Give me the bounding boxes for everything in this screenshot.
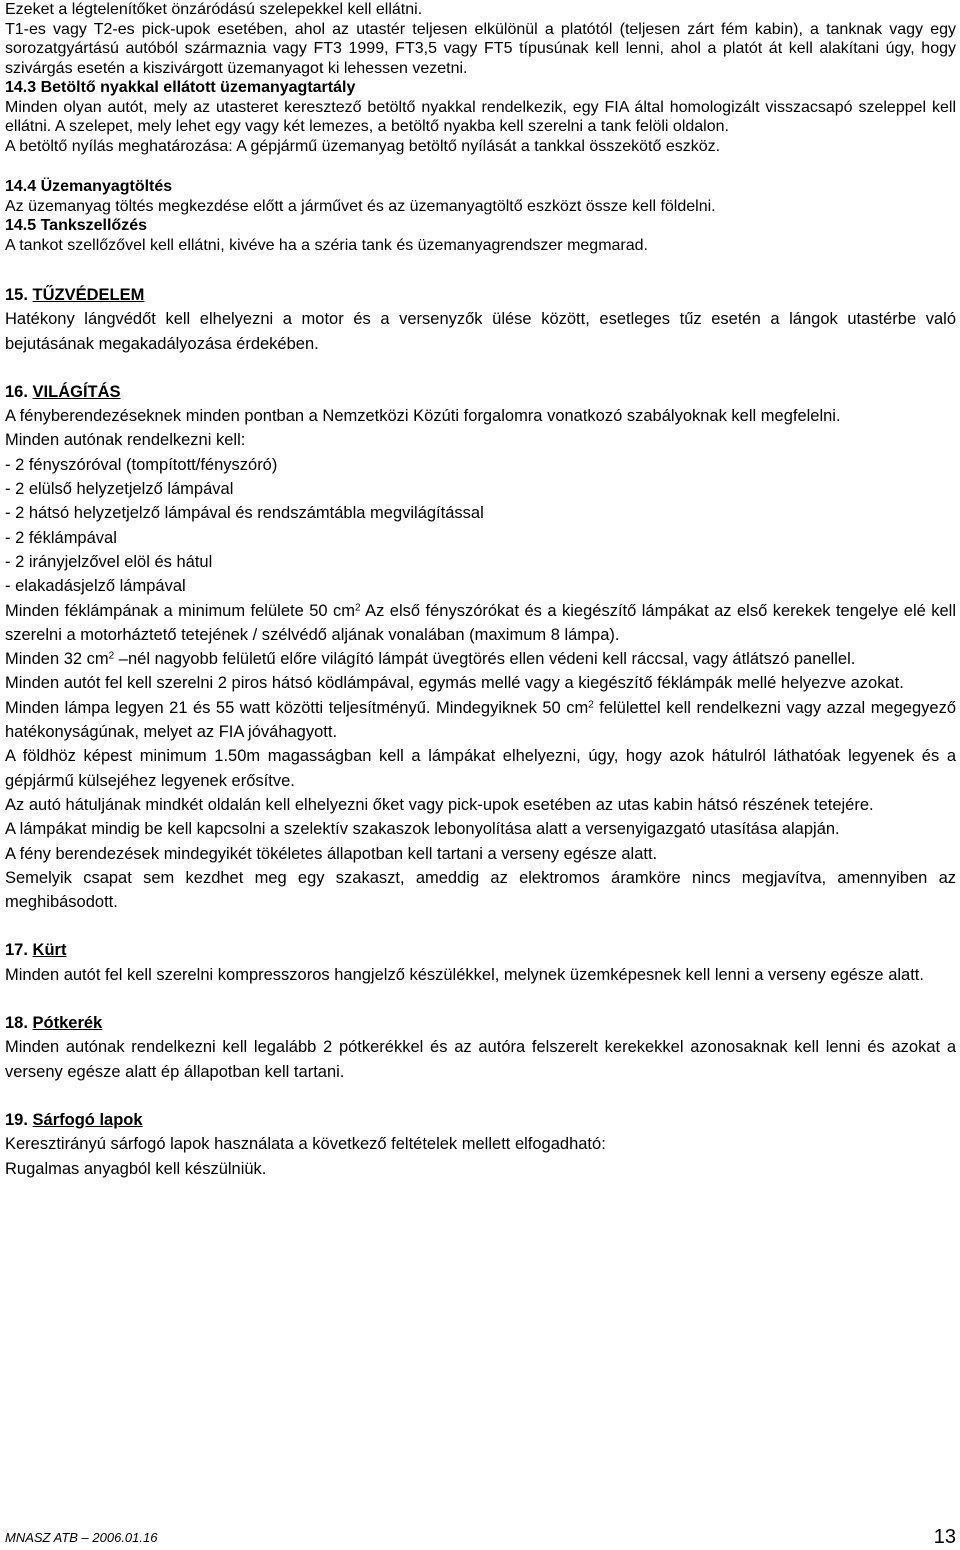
section-17-heading bbox=[5, 938, 956, 962]
section-17-number: 17. bbox=[5, 941, 28, 960]
page-footer bbox=[5, 1526, 956, 1550]
section-18-title: Pótkerék bbox=[32, 1014, 103, 1033]
lighting-list-item: - 2 irányjelzővel elöl és hátul bbox=[5, 552, 213, 571]
section-14-5-paragraph: A tankot szellőzővel kell ellátni, kivéve ha a széria tank és üzemanyagrendszer megmarad. bbox=[5, 236, 648, 254]
document-page bbox=[5, 0, 956, 1181]
page-number: 13 bbox=[933, 1526, 956, 1548]
section-14-3-paragraph-1: Minden olyan autót, mely az utasteret keresztező betöltő nyakkal rendelkezik, egy FIA által homologizált visszacsapó szeleppel kell ellátni. A szelepet, mely lehet egy vagy két lemezes, a betöltő nyakba kell szerelni a tank felöli oldalon. bbox=[5, 98, 956, 135]
text-run: –nél nagyobb felületű előre világító lámpát üvegtörés ellen védeni kell ráccsal, vagy átlátszó panellel. bbox=[114, 650, 856, 669]
superscript: 2 bbox=[355, 602, 361, 614]
section-16-paragraph-4 bbox=[5, 647, 956, 671]
section-18-paragraph: Minden autónak rendelkezni kell legalább 2 pótkerékkel és az autóra felszerelt kerekekkel azonosaknak kell lenni és azokat a verseny egésze alatt ép állapotban kell tartani. bbox=[5, 1038, 956, 1081]
section-16-paragraph-8: Az autó hátuljának mindkét oldalán kell elhelyezni őket vagy pick-upok esetében az utas kabin hátsó részének tetejére. bbox=[5, 795, 874, 814]
text-run: Minden lámpa legyen 21 és 55 watt közötti teljesítményű. Mindegyiknek 50 cm bbox=[5, 698, 589, 717]
section-14-5-heading: 14.5 Tankszellőzés bbox=[5, 217, 147, 234]
intro-line: Ezeket a légtelenítőket önzáródású szelepekkel kell ellátni. bbox=[5, 1, 423, 18]
section-15-heading bbox=[5, 283, 956, 307]
section-18-heading bbox=[5, 1011, 956, 1035]
footer-document-id: MNASZ ATB – 2006.01.16 bbox=[5, 1530, 158, 1545]
text-run: Az első fényszórókat és a kiegészítő lámpákat az első kerekek tengelye elé kell szerelni a motorháztető tetejének / szélvédő aljának vonalában (maximum 8 lámpa). bbox=[5, 601, 956, 644]
section-19-paragraph-2: Rugalmas anyagból kell készülniük. bbox=[5, 1159, 267, 1178]
section-17-title: Kürt bbox=[32, 941, 67, 960]
section-19-number: 19. bbox=[5, 1110, 28, 1129]
section-16-paragraph-9: A lámpákat mindig be kell kapcsolni a szelektív szakaszok lebonyolítása alatt a versenyigazgató utasítása alapján. bbox=[5, 820, 840, 839]
section-15-number: 15. bbox=[5, 286, 28, 304]
section-17-paragraph: Minden autót fel kell szerelni kompresszoros hangjelző készülékkel, melynek üzemképesnek kell lenni a verseny egésze alatt. bbox=[5, 965, 924, 984]
section-16-paragraph-3 bbox=[5, 599, 956, 648]
section-16-paragraph-10: A fény berendezések mindegyikét tökéletes állapotban kell tartani a verseny egésze alatt. bbox=[5, 844, 658, 863]
section-16-paragraph-5: Minden autót fel kell szerelni 2 piros hátsó ködlámpával, egymás mellé vagy a kiegészítő féklámpák mellé helyezve azokat. bbox=[5, 674, 904, 693]
lighting-list-item: - 2 hátsó helyzetjelző lámpával és rendszámtábla megvilágítással bbox=[5, 504, 484, 523]
text-run: Minden féklámpának a minimum felülete 50 cm bbox=[5, 601, 355, 620]
spacer bbox=[5, 356, 956, 380]
lighting-list-item: - 2 féklámpával bbox=[5, 528, 117, 547]
section-16-heading bbox=[5, 380, 956, 404]
section-16-paragraph-1: A fényberendezéseknek minden pontban a Nemzetközi Közúti forgalomra vonatkozó szabályoknak kell megfelelni. bbox=[5, 407, 841, 426]
section-14-4-paragraph: Az üzemanyag töltés megkezdése előtt a járművet és az üzemanyagtöltő eszközt össze kell földelni. bbox=[5, 197, 716, 215]
superscript: 2 bbox=[108, 650, 115, 662]
section-15-title: TŰZVÉDELEM bbox=[32, 286, 145, 304]
section-15 bbox=[5, 255, 956, 1181]
section-19-heading bbox=[5, 1108, 956, 1132]
spacer bbox=[5, 914, 956, 938]
section-16-paragraph-11: Semelyik csapat sem kezdhet meg egy szakaszt, ameddig az elektromos áramköre nincs megjavítva, amennyiben az meghibásodott. bbox=[5, 868, 956, 912]
section-16-title: VILÁGÍTÁS bbox=[32, 382, 121, 401]
text-run: Minden 32 cm bbox=[5, 650, 109, 669]
intro-paragraph: T1-es vagy T2-es pick-upok esetében, ahol az utastér teljesen elkülönül a platótól (teljesen zárt fém kabin), a tanknak vagy egy sorozatgyártású autóból származnia vagy FT3 1999, FT3,5 vagy FT5 típusúnak kell lenni, ahol a platót át kell alakítani úgy, hogy szivárgás esetén a kiszivárgott üzemanyagot ki lehessen vezetni. bbox=[5, 20, 956, 77]
section-14-3-paragraph-2: A betöltő nyílás meghatározása: A gépjármű üzemanyag betöltő nyílását a tankkal összekötő eszköz. bbox=[5, 137, 721, 155]
section-19-title: Sárfogó lapok bbox=[32, 1110, 143, 1129]
lighting-list-item: - elakadásjelző lámpával bbox=[5, 577, 186, 596]
section-16-paragraph-7: A földhöz képest minimum 1.50m magasságban kell a lámpákat elhelyezni, úgy, hogy azok hátulról láthatóak legyenek és a gépjármű külsejéhez legyenek erősítve. bbox=[5, 747, 956, 790]
superscript: 2 bbox=[588, 699, 594, 711]
section-14-3-heading: 14.3 Betöltő nyakkal ellátott üzemanyagtartály bbox=[5, 79, 356, 96]
section-18-number: 18. bbox=[5, 1014, 28, 1033]
section-15-paragraph: Hatékony lángvédőt kell elhelyezni a motor és a versenyzők ülése között, esetleges tűz esetén a lángok utastérbe való bejutásának megakadályozása érdekében. bbox=[5, 310, 956, 353]
section-19-paragraph-1: Keresztirányú sárfogó lapok használata a következő feltételek mellett elfogadható: bbox=[5, 1135, 606, 1154]
text-run: felülettel kell rendelkezni vagy azzal megegyező hatékonyságúnak, melyet az FIA jóváhagyott. bbox=[5, 698, 956, 742]
spacer bbox=[5, 1084, 956, 1108]
section-14-4-heading: 14.4 Üzemanyagtöltés bbox=[5, 178, 173, 195]
section-16-paragraph-6 bbox=[5, 696, 956, 745]
spacer bbox=[5, 156, 956, 177]
lighting-list-item: - 2 elülső helyzetjelző lámpával bbox=[5, 480, 234, 499]
spacer bbox=[5, 987, 956, 1011]
lighting-list-item: - 2 fényszóróval (tompított/fényszóró) bbox=[5, 455, 278, 474]
section-16-number: 16. bbox=[5, 382, 28, 401]
section-16-paragraph-2: Minden autónak rendelkezni kell: bbox=[5, 431, 246, 450]
spacer bbox=[5, 265, 956, 283]
